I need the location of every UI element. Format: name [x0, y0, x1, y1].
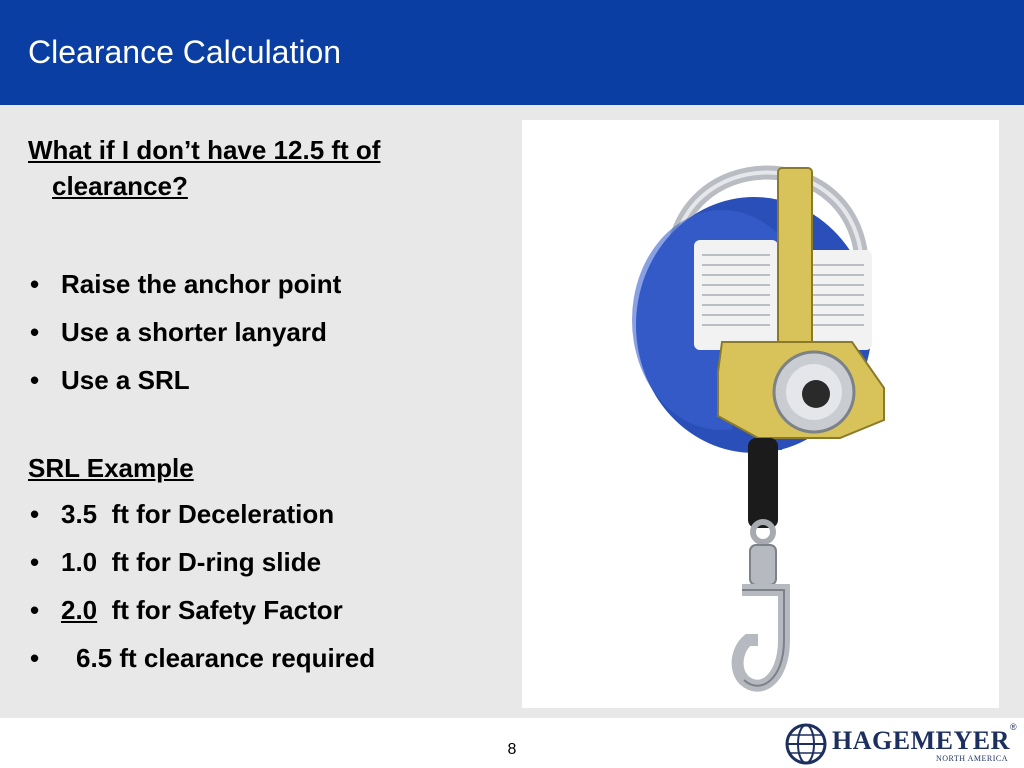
srl-item-value: 2.0 — [61, 595, 98, 625]
question-heading — [28, 132, 488, 204]
option-text: Use a SRL — [61, 365, 190, 395]
option-item — [28, 356, 488, 404]
logo-subtitle: NORTH AMERICA — [936, 754, 1009, 763]
bullet-icon: • — [30, 547, 40, 577]
spacer — [28, 204, 488, 260]
srl-item-value: 1.0 — [61, 547, 98, 577]
srl-item-text: ft for D-ring slide — [111, 547, 322, 577]
srl-total — [28, 634, 488, 682]
srl-example-list — [28, 490, 488, 682]
title-bar — [0, 0, 1024, 105]
bullet-icon: • — [30, 269, 40, 299]
option-item — [28, 308, 488, 356]
logo-wordmark: HAGEMEYER — [832, 726, 1010, 755]
srl-item-text: ft for Deceleration — [111, 499, 335, 529]
globe-icon — [784, 722, 828, 766]
company-logo — [784, 722, 1020, 766]
srl-item — [28, 538, 488, 586]
bullet-icon: • — [30, 595, 40, 625]
option-text: Raise the anchor point — [61, 269, 342, 299]
srl-total-text: 6.5 ft clearance required — [76, 643, 376, 673]
registered-mark: ® — [1010, 722, 1017, 732]
srl-example-heading: SRL Example — [28, 453, 194, 483]
question-line-1: What if I don’t have 12.5 ft of — [28, 135, 381, 165]
spacer — [28, 404, 488, 446]
bullet-icon: • — [30, 365, 40, 395]
options-list — [28, 260, 488, 404]
bullet-icon: • — [30, 317, 40, 347]
srl-item — [28, 490, 488, 538]
option-text: Use a shorter lanyard — [61, 317, 327, 347]
question-line-2: clearance? — [52, 171, 188, 201]
option-item — [28, 260, 488, 308]
page-number: 8 — [507, 741, 517, 758]
srl-item — [28, 586, 488, 634]
bullet-icon: • — [30, 499, 40, 529]
slide-title: Clearance Calculation — [28, 34, 342, 70]
slide-body — [28, 132, 488, 682]
bullet-icon: • — [30, 643, 40, 673]
srl-device-photo — [522, 120, 999, 708]
srl-device-illustration — [522, 120, 999, 708]
srl-item-text: ft for Safety Factor — [111, 595, 343, 625]
srl-item-value: 3.5 — [61, 499, 98, 529]
